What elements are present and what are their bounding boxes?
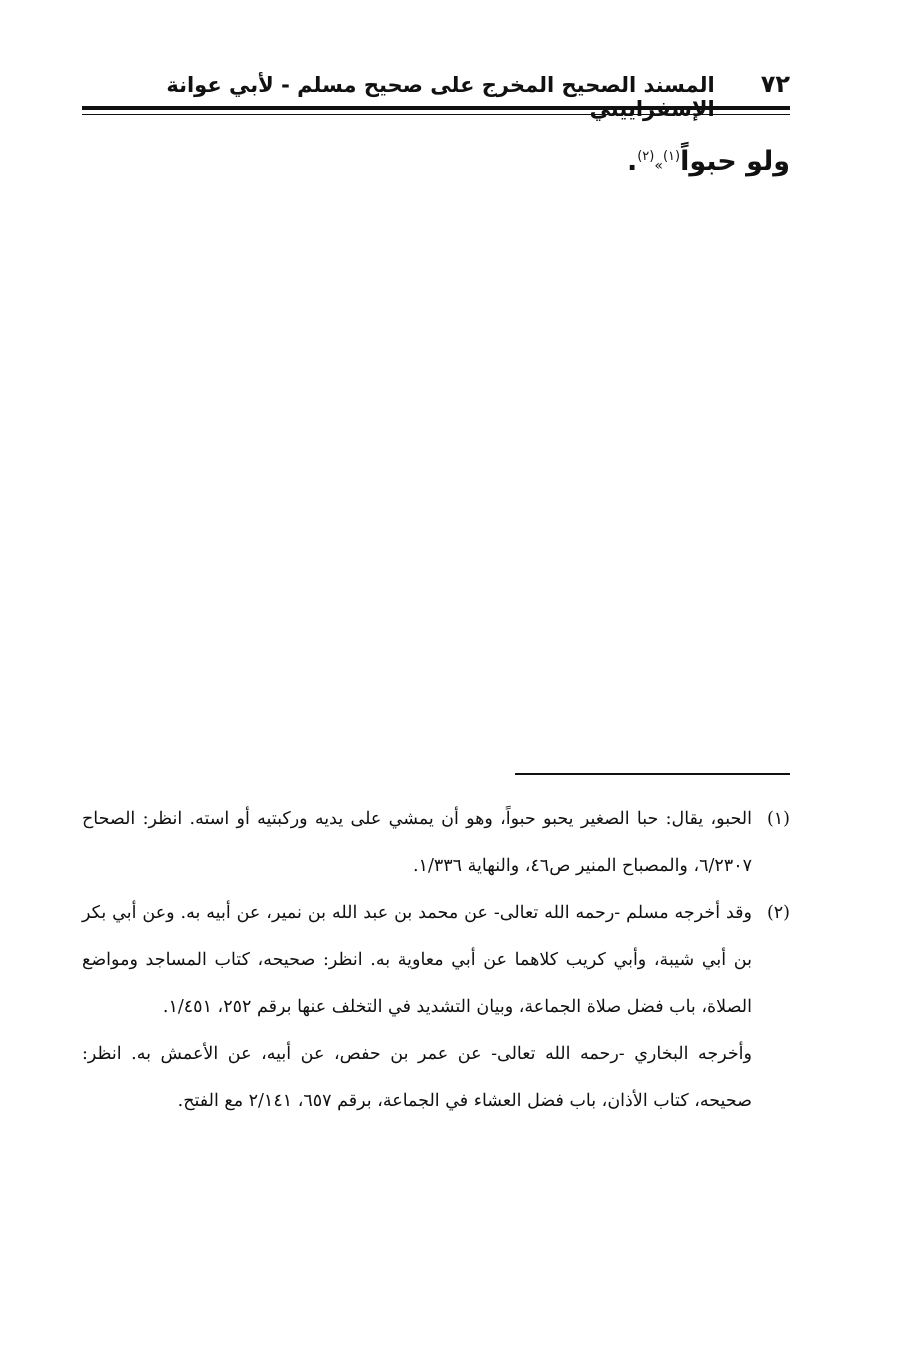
footnote-ref-2: (٢): [637, 149, 655, 164]
header-rule-thick: [82, 106, 790, 110]
footnote-1: [82, 796, 790, 890]
footnote-ref-1: (١): [662, 149, 681, 164]
page-header: [82, 70, 790, 104]
footnotes: [82, 796, 790, 1125]
main-text: [290, 132, 790, 191]
footnote-number: (٢): [766, 903, 790, 923]
footnote-separator: [515, 773, 790, 775]
running-title: المسند الصحيح المخرج على صحيح مسلم - لأبي عوانة: [166, 73, 715, 97]
footnote-paragraph: الحبو، يقال: حبا الصغير يحبو حبواً، وهو أن يمشي على يديه وركبتيه أو استه. انظر: الصحاح ٦/٢٣٠٧، والمصباح المنير ص٤٦، والنهاية ١/٣٣٦.: [82, 809, 752, 876]
footnote-number: (١): [766, 809, 790, 829]
footnote-2: [82, 890, 790, 1125]
footnote-paragraph: وقد أخرجه مسلم -رحمه الله تعالى- عن محمد بن عبد الله بن نمير، عن أبيه به. وعن أبي بكر بن أبي شيبة، وأبي كريب كلاهما عن أبي معاوية به. انظر: صحيحه، كتاب المساجد ومواضع الصلاة، باب فضل صلاة الجماعة، وبيان التشديد في التخلف عنها برقم ٢٥٢، ١/٤٥١.: [82, 903, 752, 1017]
main-text-line: ولو حبواً: [680, 146, 790, 177]
page-number: ٧٢: [760, 70, 790, 98]
main-text-end: .: [626, 146, 638, 177]
closing-quote: »: [654, 158, 663, 174]
header-rule-thin: [82, 114, 790, 115]
footnote-paragraph: وأخرجه البخاري -رحمه الله تعالى- عن عمر بن حفص، عن أبيه، عن الأعمش به. انظر: صحيحه، كتاب الأذان، باب فضل العشاء في الجماعة، برقم ٦٥٧، ٢/١٤١ مع الفتح.: [82, 1044, 752, 1111]
